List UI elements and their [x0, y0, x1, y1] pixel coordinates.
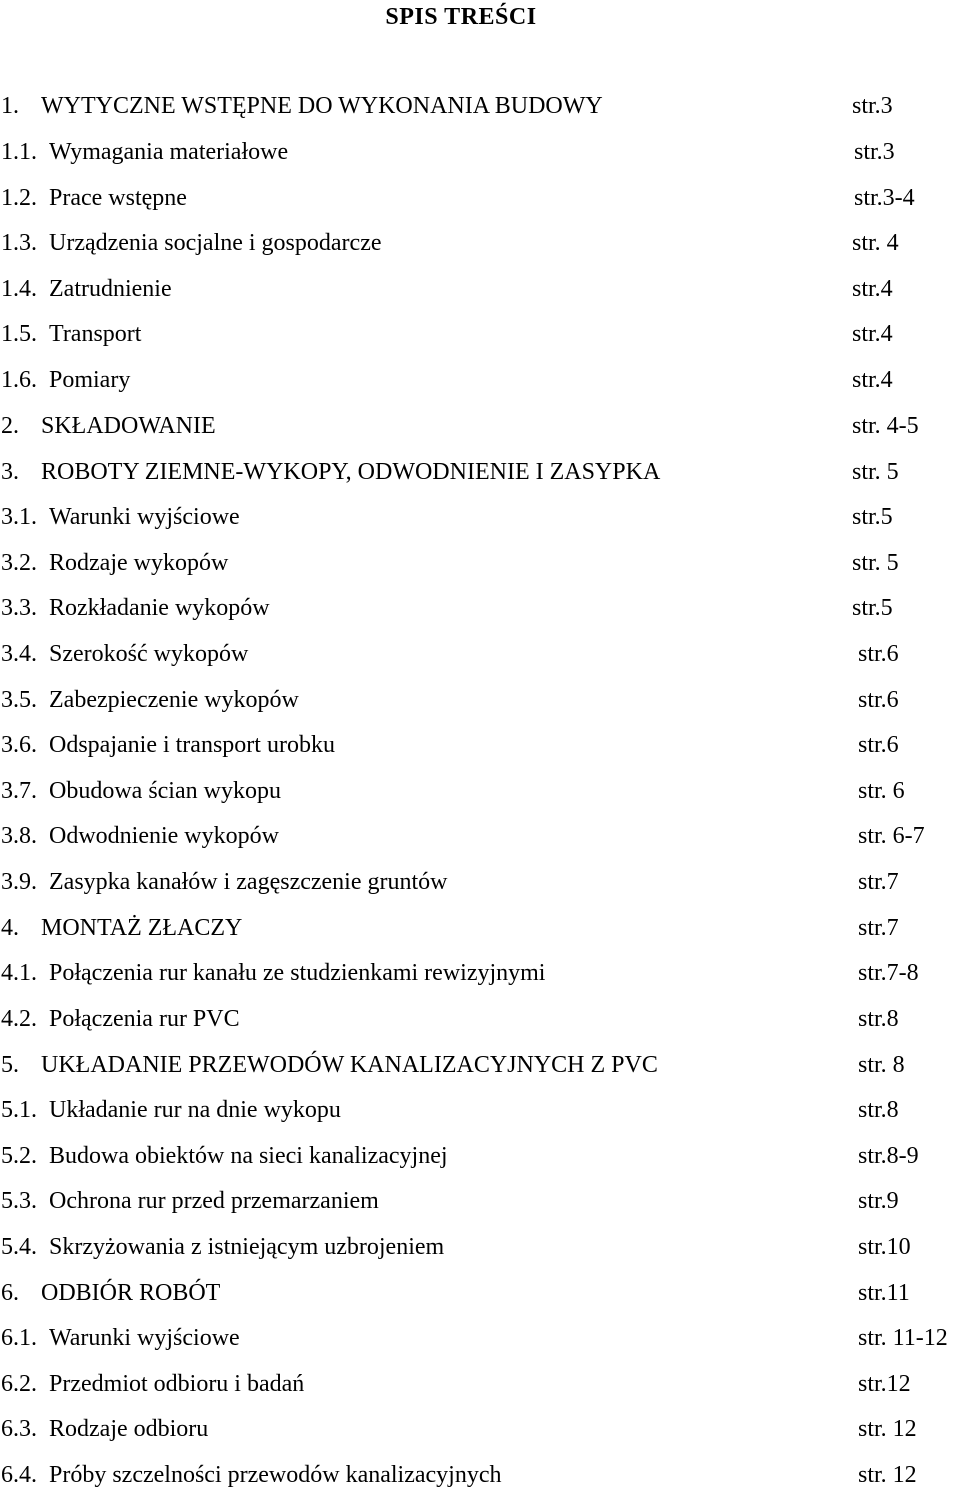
toc-entry-page: str. 6-7	[858, 823, 925, 849]
toc-entry-title: Prace wstępne	[49, 185, 187, 211]
toc-entry-page: str.12	[858, 1371, 911, 1397]
toc-entry-page: str.8	[858, 1006, 899, 1032]
toc-entry-number: 5.3.	[1, 1188, 37, 1214]
toc-entry-page: str.6	[858, 641, 899, 667]
toc-entry-title: Ochrona rur przed przemarzaniem	[49, 1188, 379, 1214]
toc-entry-title: Pomiary	[49, 367, 131, 393]
toc-entry	[0, 136, 960, 168]
toc-entry-title: Zabezpieczenie wykopów	[49, 687, 299, 713]
toc-entry-title: ROBOTY ZIEMNE-WYKOPY, ODWODNIENIE I ZASYPKA	[41, 459, 661, 485]
toc-entry	[0, 1413, 960, 1445]
toc-entry-title: Skrzyżowania z istniejącym uzbrojeniem	[49, 1234, 445, 1260]
toc-entry-page: str.3	[854, 139, 895, 165]
toc-entry-page: str.7-8	[858, 960, 919, 986]
toc-entry-page: str.7	[858, 869, 899, 895]
toc-entry-number: 1.6.	[1, 367, 37, 393]
toc-entry-page: str.11	[858, 1280, 910, 1306]
toc-entry-page: str.4	[852, 367, 893, 393]
toc-entry-number: 1.1.	[1, 139, 37, 165]
toc-entry-title: Transport	[49, 321, 142, 347]
toc-entry-number: 1.2.	[1, 185, 37, 211]
toc-entry-number: 1.	[1, 93, 19, 119]
toc-entry-number: 5.	[1, 1052, 19, 1078]
toc-entry-title: Warunki wyjściowe	[49, 1325, 240, 1351]
toc-entry-number: 3.2.	[1, 550, 37, 576]
toc-entry	[0, 820, 960, 852]
toc-entry-title: Zatrudnienie	[49, 276, 172, 302]
toc-entry-page: str.9	[858, 1188, 899, 1214]
toc-entry	[0, 912, 960, 944]
toc-entry	[0, 318, 960, 350]
toc-entry-number: 4.2.	[1, 1006, 37, 1032]
toc-entry	[0, 684, 960, 716]
toc-entry-number: 3.	[1, 459, 19, 485]
toc-entry-title: Obudowa ścian wykopu	[49, 778, 281, 804]
toc-entry-number: 1.5.	[1, 321, 37, 347]
toc-entry-page: str.4	[852, 321, 893, 347]
toc-entry-title: Przedmiot odbioru i badań	[49, 1371, 305, 1397]
toc-entry-number: 3.9.	[1, 869, 37, 895]
toc-entry-number: 3.5.	[1, 687, 37, 713]
toc-entry	[0, 1231, 960, 1263]
toc-entry	[0, 456, 960, 488]
toc-entry-title: SKŁADOWANIE	[41, 413, 216, 439]
toc-entry-title: Wymagania materiałowe	[49, 139, 289, 165]
toc-entry-title: Szerokość wykopów	[49, 641, 249, 667]
toc-entry	[0, 182, 960, 214]
toc-entry-number: 4.	[1, 915, 19, 941]
toc-entry-title: Połączenia rur PVC	[49, 1006, 240, 1032]
toc-entry	[0, 592, 960, 624]
toc-entry	[0, 1140, 960, 1172]
toc-entry-number: 3.4.	[1, 641, 37, 667]
toc-entry-page: str. 11-12	[858, 1325, 948, 1351]
toc-entry-number: 1.4.	[1, 276, 37, 302]
toc-entry	[0, 729, 960, 761]
toc-entry-page: str.6	[858, 732, 899, 758]
toc-entry	[0, 1277, 960, 1309]
toc-entry	[0, 364, 960, 396]
toc-entry	[0, 957, 960, 989]
toc-entry-number: 1.3.	[1, 230, 37, 256]
toc-entry-page: str.5	[852, 595, 893, 621]
toc-entry-title: ODBIÓR ROBÓT	[41, 1280, 221, 1306]
toc-entry-page: str.7	[858, 915, 899, 941]
toc-entry-number: 6.	[1, 1280, 19, 1306]
toc-entry	[0, 638, 960, 670]
toc-entry-title: Rozkładanie wykopów	[49, 595, 270, 621]
toc-entry-title: Rodzaje odbioru	[49, 1416, 209, 1442]
toc-entry-number: 6.2.	[1, 1371, 37, 1397]
toc-entry-number: 5.4.	[1, 1234, 37, 1260]
page-title: SPIS TREŚCI	[385, 4, 537, 30]
toc-entry-title: Układanie rur na dnie wykopu	[49, 1097, 341, 1123]
toc-entry-title: Odwodnienie wykopów	[49, 823, 279, 849]
toc-entry	[0, 1368, 960, 1400]
toc-entry	[0, 90, 960, 122]
toc-entry-page: str. 4-5	[852, 413, 919, 439]
toc-entry-page: str. 5	[852, 459, 899, 485]
toc-entry-page: str.3-4	[854, 185, 915, 211]
toc-entry	[0, 1322, 960, 1354]
toc-entry-title: Próby szczelności przewodów kanalizacyjnych	[49, 1462, 502, 1488]
toc-entry-number: 5.2.	[1, 1143, 37, 1169]
toc-entry	[0, 547, 960, 579]
toc-entry	[0, 1049, 960, 1081]
toc-entry-page: str.3	[852, 93, 893, 119]
toc-entry-title: Odspajanie i transport urobku	[49, 732, 335, 758]
toc-entry-number: 3.3.	[1, 595, 37, 621]
toc-entry-page: str. 12	[858, 1462, 917, 1488]
toc-entry-page: str.5	[852, 504, 893, 530]
toc-entry-page: str.8	[858, 1097, 899, 1123]
toc-entry-number: 5.1.	[1, 1097, 37, 1123]
toc-entry-number: 3.7.	[1, 778, 37, 804]
toc-entry-number: 3.8.	[1, 823, 37, 849]
toc-entry	[0, 501, 960, 533]
toc-entry-page: str. 6	[858, 778, 905, 804]
toc-entry	[0, 1003, 960, 1035]
toc-entry-number: 3.1.	[1, 504, 37, 530]
toc-entry-page: str.8-9	[858, 1143, 919, 1169]
toc-entry-page: str. 4	[852, 230, 899, 256]
toc-entry-title: Budowa obiektów na sieci kanalizacyjnej	[49, 1143, 448, 1169]
toc-entry	[0, 410, 960, 442]
toc-entry-page: str.10	[858, 1234, 911, 1260]
toc-entry	[0, 1094, 960, 1126]
toc-entry-title: UKŁADANIE PRZEWODÓW KANALIZACYJNYCH Z PVC	[41, 1052, 658, 1078]
toc-entry-number: 6.4.	[1, 1462, 37, 1488]
toc-entry-page: str. 8	[858, 1052, 905, 1078]
toc-entry	[0, 1459, 960, 1491]
toc-entry-title: Urządzenia socjalne i gospodarcze	[49, 230, 382, 256]
toc-entry-title: Połączenia rur kanału ze studzienkami rewizyjnymi	[49, 960, 546, 986]
toc-entry-title: WYTYCZNE WSTĘPNE DO WYKONANIA BUDOWY	[41, 93, 603, 119]
toc-entry	[0, 273, 960, 305]
toc-entry	[0, 1185, 960, 1217]
toc-entry-title: Warunki wyjściowe	[49, 504, 240, 530]
toc-entry-page: str. 5	[852, 550, 899, 576]
toc-entry-number: 4.1.	[1, 960, 37, 986]
toc-entry	[0, 227, 960, 259]
toc-entry-number: 6.3.	[1, 1416, 37, 1442]
toc-entry-title: Zasypka kanałów i zagęszczenie gruntów	[49, 869, 448, 895]
toc-entry-title: MONTAŻ ZŁACZY	[41, 915, 243, 941]
toc-entry-number: 6.1.	[1, 1325, 37, 1351]
toc-entry-page: str.4	[852, 276, 893, 302]
toc-entry-number: 2.	[1, 413, 19, 439]
toc-entry-title: Rodzaje wykopów	[49, 550, 229, 576]
toc-entry	[0, 866, 960, 898]
toc-entry-page: str. 12	[858, 1416, 917, 1442]
toc-entry	[0, 775, 960, 807]
toc-entry-page: str.6	[858, 687, 899, 713]
toc-entry-number: 3.6.	[1, 732, 37, 758]
